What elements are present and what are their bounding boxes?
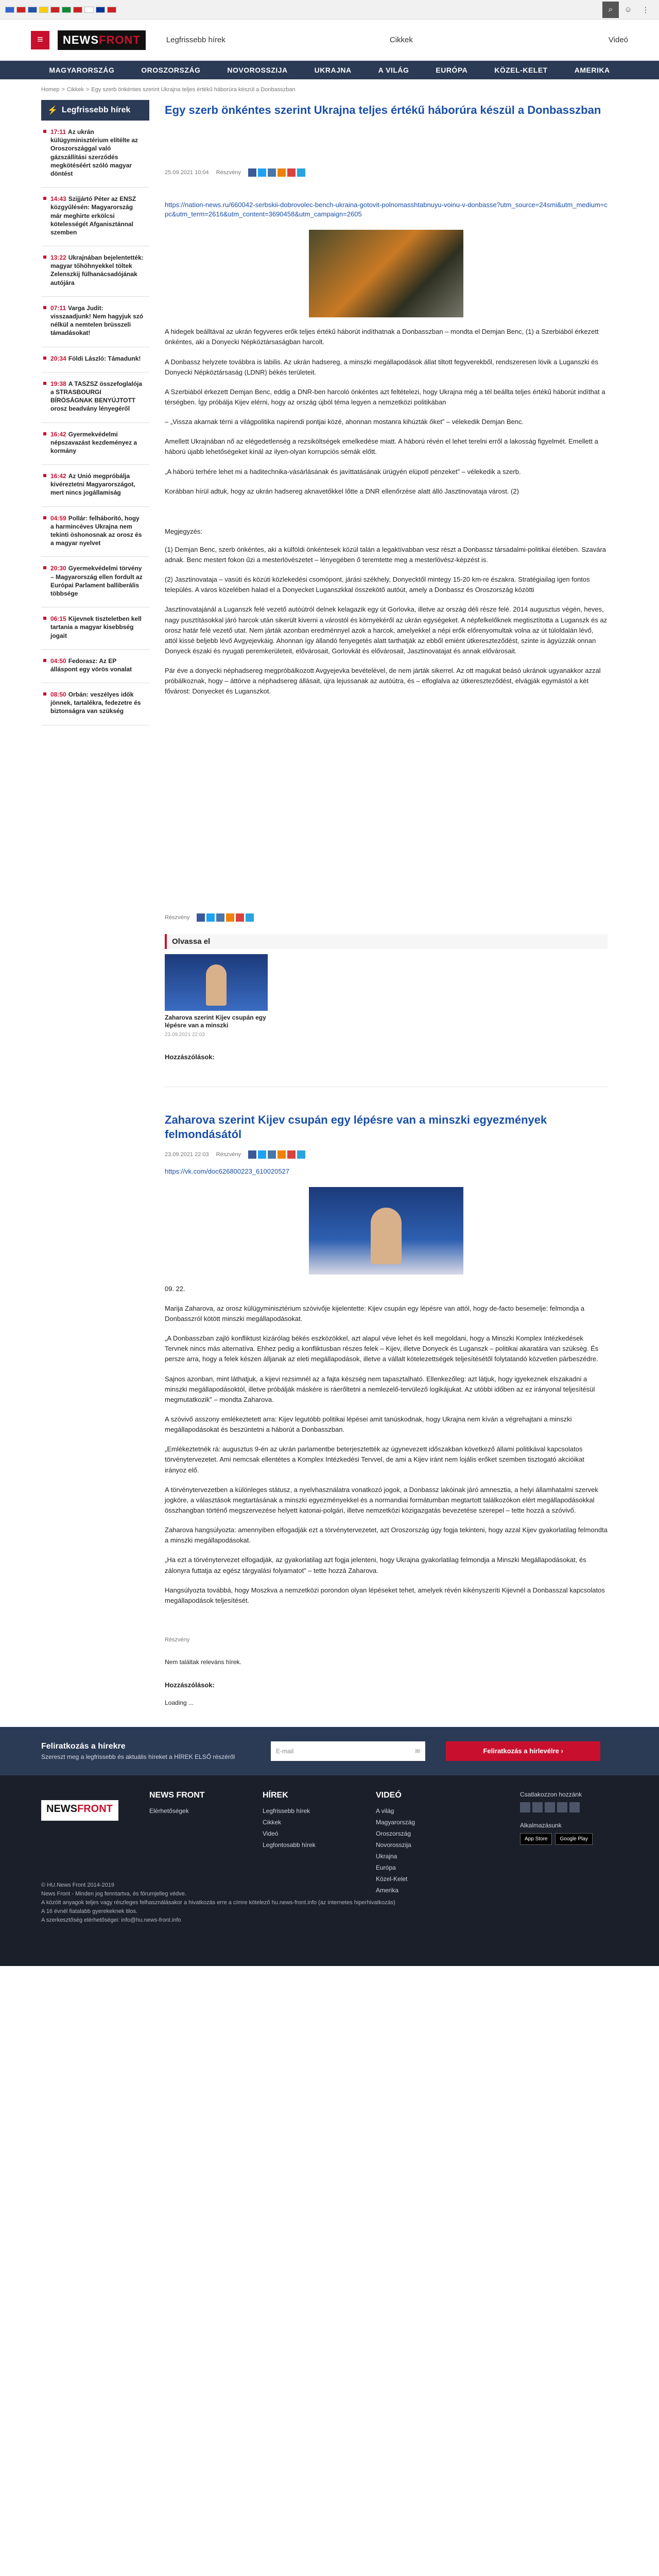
- article2-paragraph: Hangsúlyozta továbbá, hogy Moszkva a nemzetközi porondon olyan lépéseket tehet, amelyek révén kikényszeríti Kijevnél a Donbasszal kapcsolatos megállapodások teljesítését.: [165, 1586, 605, 1604]
- footer-link[interactable]: Ukrajna: [376, 1852, 397, 1860]
- language-flag-icon[interactable]: [16, 7, 26, 13]
- article-meta: [165, 168, 608, 177]
- footer-link[interactable]: Videó: [263, 1829, 279, 1837]
- footer-link[interactable]: Közel-Kelet: [376, 1875, 408, 1883]
- breadcrumb: [0, 79, 659, 93]
- footer-link[interactable]: Legfrissebb hírek: [263, 1807, 310, 1815]
- sidebar-news-item[interactable]: [41, 465, 149, 507]
- news-time: 20:30: [50, 565, 66, 572]
- article2-paragraph: „Ha ezt a törvénytervezet elfogadják, az gyakorlatilag azt fogja jelenteni, hogy Ukrajna gyakorlatilag felmondja a Minszki Megállapodásokat, és zálonyra futtatja az egész tárgyalási folyamatot” – tette hozzá Zaharova.: [165, 1556, 586, 1574]
- footer-col-newsfront: NEWS FRONT Elérhetőségek: [149, 1791, 232, 1898]
- telegram-icon[interactable]: [569, 1802, 580, 1812]
- store-badges: [520, 1833, 593, 1845]
- article-note: Pár éve a donyecki néphadsereg megpróbálkozott Avgyejevka bevételével, de nem járták sikerrel. Az ott magukat beásó ukránok ugyanakkor azzal próbálkoznak, hogy – áttörve a néphadsereg állásait, újra lejussanak az autóútra, és – elfoglalva az útkereszteződést, elvágják egymástól a két fővárost: Donyecket és Luganszkot.: [165, 667, 601, 696]
- article2-paragraph: 09. 22.: [165, 1284, 185, 1293]
- menu-icon[interactable]: ⋮: [641, 5, 650, 14]
- share-buttons: [197, 913, 254, 922]
- copyright-line: A 16 évnél fiatalabb gyerekeknek tilos.: [41, 1908, 138, 1914]
- footer-link[interactable]: Oroszország: [376, 1829, 411, 1837]
- email-field[interactable]: E-mail ✉: [271, 1741, 425, 1761]
- sidebar-title: ⚡ Legfrissebb hírek: [41, 100, 149, 121]
- nav-item[interactable]: OROSZORSZÁG: [141, 66, 201, 74]
- app-store-badge[interactable]: App Store: [520, 1833, 552, 1845]
- news-time: 04:50: [50, 657, 66, 665]
- article-image: [309, 230, 463, 317]
- news-headline[interactable]: Pollár: felháborító, hogy a harmincéves Ukrajna nem tekinti öshonosnak az orosz és a magyar nyelvet: [50, 514, 142, 547]
- envelope-icon: ✉: [415, 1747, 421, 1755]
- article2-paragraph: „A Donbasszban zajló konfliktust kizárólag békés eszközökkel, azt alapul véve lehet és kell megoldani, hogy a Minszki Komplex Intézkedések Tervnek nincs más alternatíva. Ehhez pedig a konfliktusban részes felek – Kijev, illetve Donyeck és Luganszk – politikai akaratára van szükség. És persze arra, hogy a felek készen álljanak az eleti megállapodások, illetve a vállalt kötelezettségek teljesítésétől folytatandó közvetlen párbeszédre.: [165, 1334, 599, 1363]
- latest-news-sidebar: [41, 100, 149, 1727]
- language-flag-icon[interactable]: [50, 7, 60, 13]
- share-label: Részvény: [165, 914, 190, 921]
- copyright: [41, 1881, 395, 1925]
- article2-source-link[interactable]: https://vk.com/doc626800223_610020527: [165, 1167, 290, 1175]
- article2-title[interactable]: Zaharova szerint Kijev csupán egy lépésre van a minszki egyezmények felmondásától: [165, 1113, 547, 1141]
- main-navigation: [0, 61, 659, 79]
- facebook-icon[interactable]: [248, 168, 256, 177]
- facebook-icon[interactable]: [532, 1802, 543, 1812]
- news-time: 16:42: [50, 430, 66, 438]
- footer-link[interactable]: Legfontosabb hírek: [263, 1841, 316, 1849]
- nav-item[interactable]: A VILÁG: [378, 66, 409, 74]
- sidebar-news-item[interactable]: [41, 607, 149, 650]
- sidebar-news-item[interactable]: [41, 121, 149, 188]
- article-paragraph: A Donbassz helyzete továbbra is labilis. Az ukrán hadsereg, a minszki megállapodások állat tiltott fegyverekből, rendszeresen lövik a Luganszki és Donyecki Népköztársaság (LDNR) békés területeit.: [165, 358, 598, 376]
- top-bar: [0, 0, 659, 20]
- copyright-line: © HU.News Front 2014-2019: [41, 1882, 115, 1888]
- share-label: Részvény: [216, 169, 241, 176]
- language-flag-icon[interactable]: [73, 7, 82, 13]
- footer-col-video: VIDEÓ A világ Magyarország Oroszország Novorosszija Ukrajna Európa Közel-Kelet Amerika: [376, 1791, 458, 1898]
- article2-paragraph: Marija Zaharova, az orosz külügyminisztérium szóvivője kijelentette: Kijev csupán egy lépésre van attól, hogy de-facto besemelje: felmondja a Donbasszról kötött minszki megállapodásokat.: [165, 1304, 585, 1323]
- site-logo[interactable]: NEWSFRONT: [58, 30, 146, 50]
- article-title: Egy szerb önkéntes szerint Ukrajna teljes értékű háborúra készül a Donbasszban: [165, 104, 601, 116]
- subscribe-subtitle: Szereszt meg a legfrissebb és aktuális híreket a HÍREK ELSŐ részéről: [41, 1753, 235, 1760]
- article-paragraph: „A háború terhére lehet mi a haditechnika-vásárlásának és javíttatásának ürügyén elüpotl pénzeket” – vélekedik a szerb.: [165, 467, 521, 476]
- language-flag-icon[interactable]: [96, 7, 105, 13]
- article2-paragraph: A szóvivő asszony emlékeztetett arra: Kijev legutóbb politikai lépései amit tanúskodnak, hogy Ukrajna nem kíván a végrehajtani a minszki megállapodásokat és beszüntetni a háborút a Donbasszban.: [165, 1415, 572, 1434]
- header-articles-link[interactable]: Cikkek: [389, 36, 413, 44]
- twitter-icon[interactable]: [545, 1802, 555, 1812]
- twitter-icon[interactable]: [258, 168, 266, 177]
- news-time: 13:22: [50, 254, 66, 262]
- footer-link[interactable]: Magyarország: [376, 1818, 415, 1826]
- sidebar-news-item[interactable]: [41, 507, 149, 557]
- footer-link[interactable]: Novorosszija: [376, 1841, 411, 1849]
- news-headline[interactable]: Varga Judit: visszaadjunk! Nem hagyjuk szó nélkül a nemtelen brüsszeli támadásokat!: [50, 304, 144, 337]
- language-flag-icon[interactable]: [62, 7, 71, 13]
- subscribe-title: Feliratkozás a hírekre: [41, 1741, 126, 1751]
- ok-icon[interactable]: [278, 1150, 286, 1159]
- facebook-icon[interactable]: [197, 913, 205, 922]
- breadcrumb-item[interactable]: Egy szerb önkéntes szerint Ukrajna teljes értékű háborúra készül a Donbasszban: [91, 87, 296, 93]
- nav-item[interactable]: MAGYARORSZÁG: [49, 66, 115, 74]
- language-flag-icon[interactable]: [84, 7, 94, 13]
- related-date: 23.09.2021 22:03: [165, 1031, 205, 1038]
- footer-apps: [520, 1791, 593, 1898]
- breadcrumb-item[interactable]: Homep: [41, 87, 60, 93]
- language-flag-icon[interactable]: [39, 7, 48, 13]
- article-note: Jasztinovatajánál a Luganszk felé vezető autóútról delnek kelagazik egy út Gorlovka, illetve az ország déli része felé. 2014 augusztus végén, heves, nagy pusztításokkal járó harcok után sikerült kiverni a várostól és környékéről az ukrán egységeket. A népfelkelőknek megtisztította a Luganszk és az orosz határ felé vezető utat. Nem járták azonban eredménnyel azok a harcok, amelyekkel a népi erők előrenyomultak volna az út túloldalán lévő, attól kissé beljebb lévő Avgyejevkáig. Ahonnan így állandó fenyegetés alatt tarthatják az ebből emiént útkereszteződést, szinte is ágyúzzák onnan Donyeck északi és nyugati peremkerületeit, elővárosait, Gorlovkát és elővárosait, Jasztinovatajat és annak elővárosait.: [165, 605, 608, 655]
- copyright-line: News Front - Minden jog fenntartva, és fórumjelleg védve.: [41, 1890, 186, 1897]
- notes-heading: Megjegyzés:: [165, 527, 202, 535]
- article2-meta: [165, 1150, 608, 1159]
- apps-label: Alkalmazásunk: [520, 1821, 562, 1829]
- user-icon[interactable]: ☺: [624, 5, 632, 14]
- language-flag-icon[interactable]: [5, 7, 14, 13]
- footer-col-news: HÍREK Legfrissebb hírek Cikkek Videó Legfontosabb hírek: [263, 1791, 345, 1898]
- ok-icon[interactable]: [226, 913, 234, 922]
- news-headline[interactable]: A TASZSZ összefoglalója a STRASBOURGI BÍRÓSÁGNAK BENYÚJTOTT orosz beadvány lényegéről: [50, 380, 143, 413]
- news-headline[interactable]: Kijevnek tiszteletben kell tartania a magyar kisebbség jogait: [50, 615, 142, 639]
- subscribe-text: [41, 1742, 235, 1760]
- site-header: [0, 20, 659, 61]
- article-source-link[interactable]: https://nation-news.ru/660042-serbskii-dobrovolec-bench-ukraina-gotovit-polnomasshtabnuyu-voinu-v-donbasse?utm_source=24smi&utm_medium=cpc&utm_term=2616&utm_content=3690458&utm_campaign=2605: [165, 200, 608, 218]
- article-paragraph: Amellett Ukrajnában nő az elégedetlenség a rezsiköltségek emelkedése miatt. A háború révén el lehet terelni erről a lakosság figyelmét. Emellett a háború újabb lehetőségeket kínál az ilyen-olyan korrupciós sémák előtt.: [165, 437, 598, 456]
- no-related-text: Nem találtak releváns hírek.: [165, 1658, 241, 1666]
- sidebar-news-item[interactable]: [41, 557, 149, 607]
- vk-icon[interactable]: [268, 1150, 276, 1159]
- article2-paragraph: A törvénytervezetben a különleges státusz, a nyelvhasználatra vonatkozó jogok, a Donbassz lakóinak járó amnesztia, a helyi államhatalmi szervek jogköre, a választások megtartásának a minszki egyezményekkel és a normandiai formátumban megtartott találkozókon elért megállapodásokkal összhangban történő megszervezése helyett katonai-polgári, illetve nemzetközi közigazgatás bevezetése szerepel – tette hozzá a szóvivő.: [165, 1485, 598, 1514]
- header-top-news-link[interactable]: Legfrissebb hírek: [166, 36, 226, 44]
- news-time: 20:34: [50, 354, 66, 362]
- site-footer: [0, 1775, 659, 1966]
- article-note: (2) Jasztinovataja – vasúti és közúti közlekedési csomópont, járási székhely, Donyecktől mintegy 15-20 km-re északra. Stratégiailag igen fontos település. A város közelében halad el a Donyecket Luganszkkal összekötő autóút, amely a Donbassz és Oroszország közötti: [165, 575, 590, 594]
- email-icon[interactable]: [287, 168, 296, 177]
- sidebar-news-item[interactable]: [41, 188, 149, 246]
- footer-link[interactable]: A világ: [376, 1807, 394, 1815]
- comments-heading: Hozzászólások:: [165, 1681, 215, 1689]
- footer-link[interactable]: Amerika: [376, 1886, 399, 1894]
- sidebar-news-item[interactable]: [41, 650, 149, 683]
- article-paragraph: Korábban hírül adtuk, hogy az ukrán hadsereg aknavetőkkel lőtte a DNR ellenőrzése alatt álló Jasztinovataja várost. (2): [165, 487, 519, 495]
- sidebar-news-item[interactable]: [41, 297, 149, 347]
- search-icon[interactable]: ⌕: [602, 2, 619, 18]
- comments-heading: Hozzászólások:: [165, 1053, 215, 1061]
- sidebar-news-item[interactable]: [41, 347, 149, 372]
- nav-item[interactable]: AMERIKA: [574, 66, 610, 74]
- loading-text: Loading ...: [165, 1699, 194, 1706]
- follow-label: Csatlakozzon hozzánk: [520, 1790, 582, 1798]
- telegram-icon[interactable]: [297, 1150, 305, 1159]
- article-share-row: [165, 913, 608, 922]
- related-title[interactable]: Zaharova szerint Kijev csupán egy lépésre van a minszki: [165, 1013, 266, 1029]
- hamburger-menu-icon[interactable]: ≡: [31, 31, 49, 49]
- news-time: 08:50: [50, 691, 66, 699]
- email-icon[interactable]: [287, 1150, 296, 1159]
- copyright-line: A közölt anyagok teljes vagy részleges felhasználásakor a hivatkozás erre a címre kötelező hu.news-front.info (az internetes hiperhivatkozás): [41, 1899, 395, 1906]
- nav-item[interactable]: EURÓPA: [436, 66, 468, 74]
- copyright-line: A szerkesztőség elérhetőségei: info@hu.news-front.info: [41, 1917, 181, 1923]
- news-time: 04:59: [50, 514, 66, 522]
- news-headline[interactable]: Gyermekvédelmi törvény – Magyarország ellen fordult az Európai Parlament balliberális többsége: [50, 565, 143, 597]
- footer-link[interactable]: Elérhetőségek: [149, 1807, 189, 1815]
- article-note: (1) Demjan Benc, szerb önkéntes, aki a külföldi önkéntesek közül talán a legaktívabban vesz részt a Donbassz társadalmi-politikai életében. Szavára adnak. Benc mestert fokon űzi a mesterlövészetet – lényegében ő teremtette meg a mesterlövész-képzést is.: [165, 545, 606, 564]
- sidebar-news-item[interactable]: [41, 246, 149, 297]
- footer-logo[interactable]: NEWSFRONT: [41, 1800, 118, 1821]
- news-headline[interactable]: Földi László: Támadunk!: [68, 354, 141, 362]
- telegram-icon[interactable]: [246, 913, 254, 922]
- breadcrumb-item: >: [61, 87, 65, 93]
- news-time: 14:43: [50, 195, 66, 203]
- article2-paragraph: Zaharova hangsúlyozta: amennyiben elfogadják ezt a törvénytervezetet, azt Oroszország úgy fogja tekinteni, hogy azzal Kijev gyakorlatilag felmondta a minszki megállapodásokat.: [165, 1526, 608, 1545]
- nav-item[interactable]: NOVOROSSZIJA: [227, 66, 288, 74]
- facebook-icon[interactable]: [248, 1150, 256, 1159]
- sidebar-news-item[interactable]: [41, 423, 149, 465]
- article-date: 25.09.2021 10:04: [165, 169, 209, 176]
- share-buttons: [248, 1150, 305, 1159]
- news-headline[interactable]: Orbán: veszélyes idők jönnek, tartalékra, fedezetre és biztonságra van szükség: [50, 691, 141, 715]
- news-headline[interactable]: Gyermekvédelmi népszavazást kezdeményez a kormány: [50, 430, 137, 454]
- related-card[interactable]: [165, 954, 268, 1038]
- email-icon[interactable]: [236, 913, 244, 922]
- vk-icon[interactable]: [520, 1802, 530, 1812]
- main-column: [165, 100, 608, 1727]
- ok-icon[interactable]: [278, 168, 286, 177]
- sidebar-news-item[interactable]: [41, 372, 149, 423]
- article2-share-row: [165, 1637, 608, 1643]
- news-time: 16:42: [50, 472, 66, 480]
- language-flag-icon[interactable]: [28, 7, 37, 13]
- twitter-icon[interactable]: [206, 913, 215, 922]
- related-section-title: Olvassa el: [165, 934, 608, 949]
- news-time: 19:38: [50, 380, 66, 387]
- footer-link[interactable]: Cikkek: [263, 1818, 282, 1826]
- subscribe-button[interactable]: Feliratkozás a hírlevélre ›: [446, 1741, 600, 1761]
- vk-icon[interactable]: [268, 168, 276, 177]
- article2-paragraph: Sajnos azonban, mint láthatjuk, a kijevi rezsimnél az a fajta készség nem tapasztalható. Ellenkezőleg: azt látjuk, hogy igyekeznek elszakadni a minszki megállapodásoktól, illetve próbálják máskére is ráerőltetni a nemlezelő-tervülező logikájukat. Az utóbbi időben az ez irányonal teljesítésül megmutatkozik” – mondta Zaharova.: [165, 1375, 595, 1403]
- news-time: 17:11: [50, 128, 66, 135]
- article2-date: 23.09.2021 22:03: [165, 1151, 209, 1158]
- lightning-icon: ⚡: [47, 106, 58, 115]
- social-icons: [520, 1802, 593, 1812]
- twitter-icon[interactable]: [258, 1150, 266, 1159]
- nav-item[interactable]: UKRAJNA: [314, 66, 352, 74]
- nav-item[interactable]: KÖZEL-KELET: [494, 66, 548, 74]
- header-video-link[interactable]: Videó: [608, 36, 628, 44]
- share-buttons: [248, 168, 305, 177]
- news-headline[interactable]: Fedorasz: Az EP álláspont egy vörös vonalat: [50, 657, 132, 673]
- news-headline[interactable]: Az ukrán külügyminisztérium elítélte az Oroszországgal való gázszállítási szerződés megkötéséért szóló magyar döntést: [50, 128, 138, 177]
- language-flags: [5, 7, 116, 13]
- news-headline[interactable]: Az Unió megpróbálja kivéreztetni Magyarországot, mert nincs jogállamiság: [50, 472, 135, 497]
- footer-link[interactable]: Európa: [376, 1863, 396, 1871]
- article-paragraph: – „Vissza akarnak térni a világpolitika napirendi pontjai közé, ahonnan mostanra kihúzták őket” – vélekedik Demjan Benc.: [165, 418, 524, 426]
- vk-icon[interactable]: [216, 913, 224, 922]
- telegram-icon[interactable]: [297, 168, 305, 177]
- news-headline[interactable]: Szijjártó Péter az ENSZ közgyűlésén: Magyarország már meghirte erkölcsi kötelességét Afganisztánnal szemben: [50, 195, 136, 236]
- share-label: Részvény: [216, 1151, 241, 1158]
- language-flag-icon[interactable]: [107, 7, 116, 13]
- sidebar-news-item[interactable]: [41, 683, 149, 725]
- google-play-badge[interactable]: Google Play: [555, 1833, 592, 1845]
- article2-image: [309, 1187, 463, 1275]
- article2-paragraph: „Emlékeztetnék rá: augusztus 9-én az ukrán parlamentbe beterjesztették az úgynevezett időszakban következő állami politikával kapcsolatos törvénytervezetet. Ami nemcsak ellentétes a Komplex Intézkedési Tervvel, de ami a Kijev iránt nem lojális erőket szemben tisztogató akcióikat irányoz elő.: [165, 1445, 584, 1474]
- news-time: 07:11: [50, 304, 66, 312]
- share-label: Részvény: [165, 1636, 190, 1643]
- related-image[interactable]: [165, 954, 268, 1011]
- youtube-icon[interactable]: [557, 1802, 567, 1812]
- breadcrumb-item[interactable]: Cikkek: [66, 87, 84, 93]
- news-time: 06:15: [50, 615, 66, 623]
- subscribe-bar: [0, 1727, 659, 1775]
- article-paragraph: A hidegek beálltával az ukrán fegyveres erők teljes értékű háborút indíthatnak a Donbasszban – mondta el Demjan Benc, (1) a Szerbiából érkezett önkéntes, aki a Donyecki Népköztársaságban harcolt.: [165, 328, 599, 346]
- news-headline[interactable]: Ukrajnában bejelentették: magyar tőhöhnyekkel töltek Zelenszkij fülhanácsadójának autójára: [50, 254, 144, 286]
- breadcrumb-item: >: [85, 87, 90, 93]
- article-paragraph: A Szerbiából érkezett Demjan Benc, eddig a DNR-ben harcoló önkéntes azt feltételezi, hogy Ukrajna még a tél beállta teljes értékű háborút indíthat a térségben. Így próbálja Kijev elérni, hogy az ország újból téma legyen a nemzetközi politikában: [165, 387, 605, 406]
